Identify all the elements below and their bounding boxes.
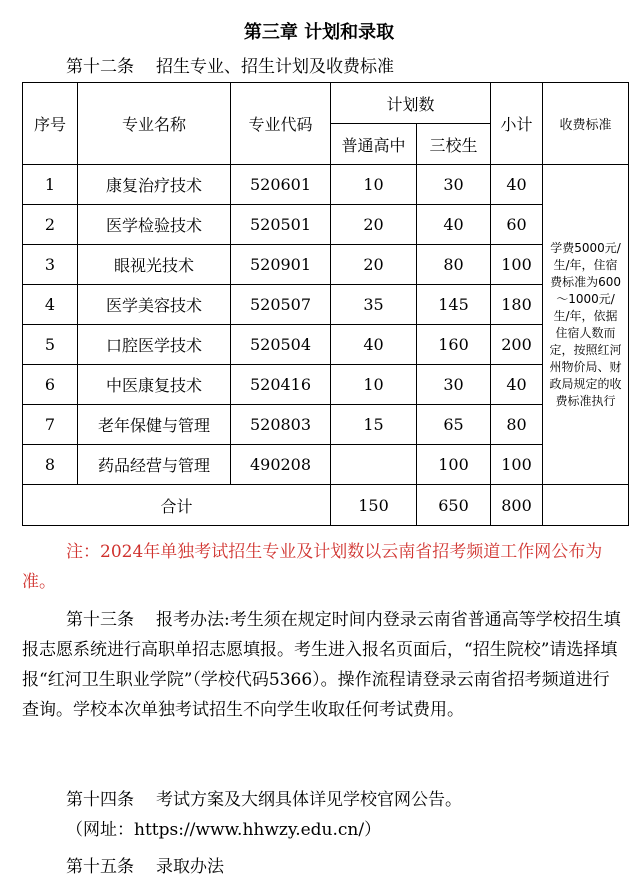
cell-subtotal: 100 bbox=[491, 445, 543, 485]
cell-general: 35 bbox=[331, 285, 417, 325]
article-14 bbox=[22, 785, 622, 815]
cell-subtotal: 200 bbox=[491, 325, 543, 365]
cell-major: 老年保健与管理 bbox=[78, 405, 231, 445]
cell-subtotal: 40 bbox=[491, 365, 543, 405]
cell-code: 520507 bbox=[231, 285, 331, 325]
article-13-number: 第十三条 bbox=[66, 610, 134, 630]
cell-code: 520803 bbox=[231, 405, 331, 445]
cell-code: 520901 bbox=[231, 245, 331, 285]
cell-subtotal: 180 bbox=[491, 285, 543, 325]
table-row bbox=[23, 285, 629, 325]
enrollment-plan-table bbox=[22, 82, 629, 526]
total-general: 150 bbox=[331, 485, 417, 526]
total-fee-empty bbox=[543, 485, 629, 526]
cell-sanxiao: 100 bbox=[417, 445, 491, 485]
cell-seq: 4 bbox=[23, 285, 78, 325]
cell-seq: 6 bbox=[23, 365, 78, 405]
header-subtotal: 小计 bbox=[491, 83, 543, 165]
article-14-text: 考试方案及大纲具体详见学校官网公告。 bbox=[156, 790, 462, 810]
header-seq: 序号 bbox=[23, 83, 78, 165]
table-row bbox=[23, 405, 629, 445]
cell-sanxiao: 30 bbox=[417, 165, 491, 205]
cell-major: 口腔医学技术 bbox=[78, 325, 231, 365]
cell-sanxiao: 160 bbox=[417, 325, 491, 365]
cell-seq: 1 bbox=[23, 165, 78, 205]
table-row bbox=[23, 365, 629, 405]
cell-subtotal: 100 bbox=[491, 245, 543, 285]
plan-note: 注：2024年单独考试招生专业及计划数以云南省招考频道工作网公布为准。 bbox=[22, 542, 603, 592]
total-label: 合计 bbox=[23, 485, 331, 526]
cell-general: 15 bbox=[331, 405, 417, 445]
cell-sanxiao: 80 bbox=[417, 245, 491, 285]
header-sanxiao: 三校生 bbox=[417, 124, 491, 165]
article-12-heading bbox=[66, 52, 394, 77]
cell-major: 医学美容技术 bbox=[78, 285, 231, 325]
cell-seq: 5 bbox=[23, 325, 78, 365]
cell-general: 20 bbox=[331, 205, 417, 245]
total-subtotal: 800 bbox=[491, 485, 543, 526]
article-15-title: 录取办法 bbox=[156, 857, 224, 877]
cell-code: 520504 bbox=[231, 325, 331, 365]
cell-major: 康复治疗技术 bbox=[78, 165, 231, 205]
cell-major: 医学检验技术 bbox=[78, 205, 231, 245]
cell-major: 眼视光技术 bbox=[78, 245, 231, 285]
cell-seq: 3 bbox=[23, 245, 78, 285]
header-plan: 计划数 bbox=[331, 83, 491, 124]
table-row bbox=[23, 325, 629, 365]
header-fee: 收费标准 bbox=[543, 83, 629, 165]
table-row bbox=[23, 445, 629, 485]
total-sanxiao: 650 bbox=[417, 485, 491, 526]
header-major: 专业名称 bbox=[78, 83, 231, 165]
cell-subtotal: 60 bbox=[491, 205, 543, 245]
cell-major: 药品经营与管理 bbox=[78, 445, 231, 485]
article-15 bbox=[22, 852, 622, 882]
cell-sanxiao: 30 bbox=[417, 365, 491, 405]
article-14-number: 第十四条 bbox=[66, 790, 134, 810]
cell-general: 10 bbox=[331, 365, 417, 405]
cell-code: 490208 bbox=[231, 445, 331, 485]
cell-seq: 8 bbox=[23, 445, 78, 485]
article-12-number: 第十二条 bbox=[66, 57, 134, 77]
cell-subtotal: 80 bbox=[491, 405, 543, 445]
cell-code: 520501 bbox=[231, 205, 331, 245]
cell-code: 520601 bbox=[231, 165, 331, 205]
cell-general bbox=[331, 445, 417, 485]
cell-sanxiao: 145 bbox=[417, 285, 491, 325]
cell-code: 520416 bbox=[231, 365, 331, 405]
article-13 bbox=[22, 605, 622, 725]
article-15-number: 第十五条 bbox=[66, 857, 134, 877]
article-13-text: 报考办法:考生须在规定时间内登录云南省普通高等学校招生填报志愿系统进行高职单招志愿填报。考生进入报名页面后，“招生院校”请选择填报“红河卫生职业学院”（学校代码5366）。操作流程请登录云南省招考频道进行查询。学校本次单独考试招生不向学生收取任何考试费用。 bbox=[22, 610, 621, 720]
header-general: 普通高中 bbox=[331, 124, 417, 165]
header-code: 专业代码 bbox=[231, 83, 331, 165]
website-url[interactable]: （网址：https://www.hhwzy.edu.cn/） bbox=[66, 820, 382, 840]
chapter-title: 第三章 计划和录取 bbox=[243, 22, 395, 43]
cell-general: 20 bbox=[331, 245, 417, 285]
cell-fee: 学费5000元/生/年，住宿费标准为600～1000元/生/年，依据住宿人数而定，按照红河州物价局、财政局规定的收费标准执行 bbox=[543, 165, 629, 485]
article-12-title: 招生专业、招生计划及收费标准 bbox=[156, 57, 394, 77]
total-row bbox=[23, 485, 629, 526]
cell-seq: 7 bbox=[23, 405, 78, 445]
cell-sanxiao: 40 bbox=[417, 205, 491, 245]
cell-general: 10 bbox=[331, 165, 417, 205]
cell-sanxiao: 65 bbox=[417, 405, 491, 445]
cell-seq: 2 bbox=[23, 205, 78, 245]
table-row bbox=[23, 205, 629, 245]
cell-subtotal: 40 bbox=[491, 165, 543, 205]
table-row bbox=[23, 245, 629, 285]
cell-general: 40 bbox=[331, 325, 417, 365]
table-row bbox=[23, 165, 629, 205]
cell-major: 中医康复技术 bbox=[78, 365, 231, 405]
